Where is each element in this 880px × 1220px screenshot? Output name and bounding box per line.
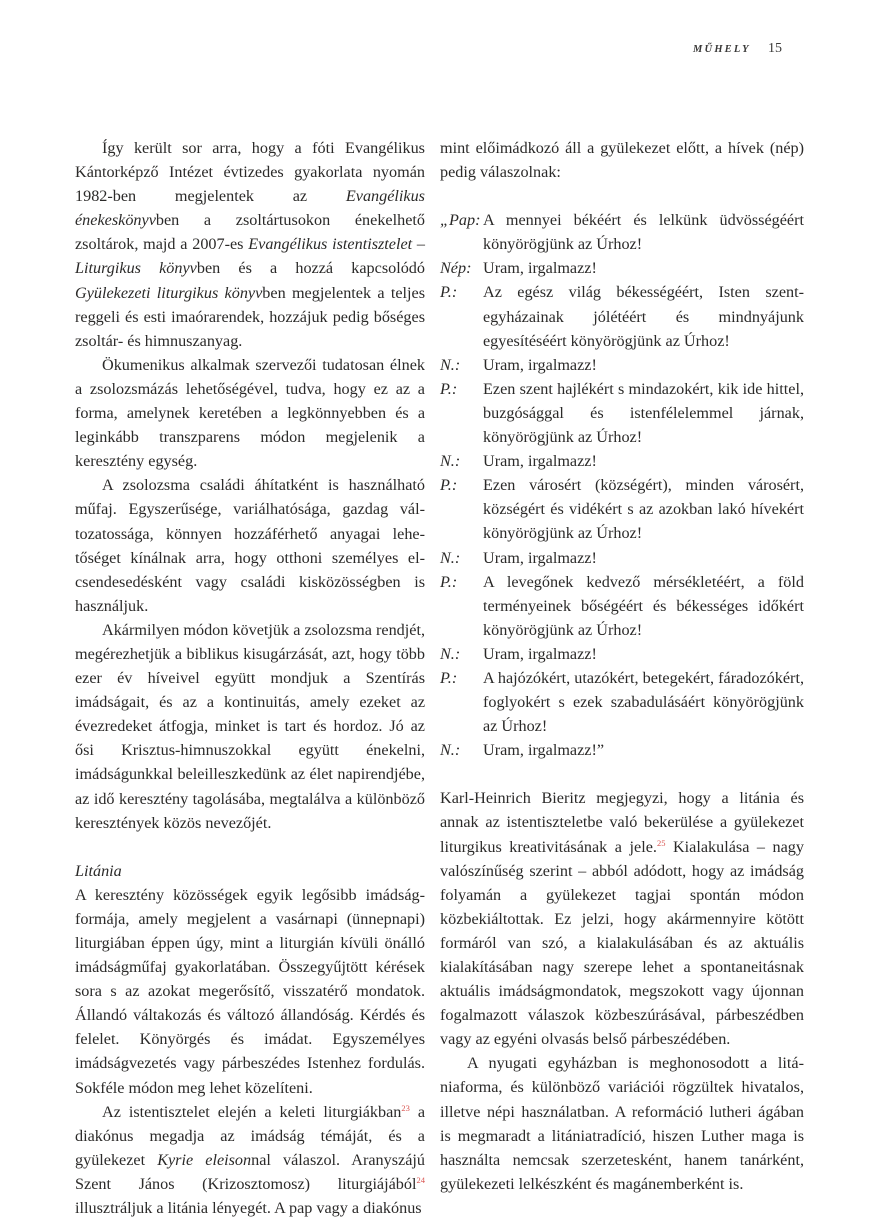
litany-text: A mennyei békéért és lelkünk üdvösségéért könyörögjünk az Úrhoz! — [483, 211, 804, 254]
speaker-label: N.: — [440, 644, 461, 663]
litany-line — [440, 666, 804, 738]
speaker-label: Nép: — [440, 259, 472, 278]
litany-line — [440, 738, 804, 762]
speaker-label: N.: — [440, 452, 461, 471]
text-run: a diakónus megadja az imádság témáját, és a gyülekezet — [75, 1102, 425, 1169]
litany-text: Ezen városért (községért), minden városért, községért és vidékért s az azokban lakó hívekért könyörögjünk az Úrhoz! — [483, 476, 804, 543]
litany-line — [440, 570, 804, 642]
footnote-marker[interactable]: 23 — [401, 1102, 410, 1113]
liturgical-term: Kyrie eleison — [157, 1150, 252, 1169]
litany-quote — [440, 208, 804, 762]
text-run: nal válaszol. Aranyszájú Szent János (Krizosztomosz) liturgiájából — [75, 1150, 425, 1193]
paragraph: mint előimádkozó áll a gyülekezet előtt, a hívek (nép) pedig válaszolnak: — [440, 139, 804, 182]
litany-line — [440, 280, 804, 352]
text-run: illusztráljuk a litánia lényegét. A pap vagy a diakónus — [75, 1199, 422, 1218]
litany-text: Ezen szent hajlékért s mindazokért, kik ide hittel, buzgósággal és istenfélelemmel járnak, könyörögjünk az Úrhoz! — [483, 379, 804, 447]
litany-line — [440, 208, 804, 256]
litany-text: Uram, irgalmazz! — [483, 259, 597, 278]
litany-line — [440, 642, 804, 666]
speaker-label: N.: — [440, 548, 461, 567]
litany-line — [440, 256, 804, 280]
footnote-marker[interactable]: 24 — [416, 1174, 425, 1185]
speaker-label: P.: — [440, 283, 458, 302]
spacer — [75, 835, 425, 859]
paragraph: Akármilyen módon követjük a zsolozsma rendjét, megérezhetjük a biblikus kisugárzását, azt, hogy több ezer év híveivel együtt mondjuk a Szentírás imádságait, és az a kontinuitás, amely ezeket az évezredeket átfogja, minket is tart és hordoz. Jó az ősi Krisztus-himnuszokkal együtt énekelni, imádságunkkal beleilleszkedünk az élet napirendjébe, az idő keresztény tagolásába, megtalálva a különböző keresztények közös nevezőjét. — [75, 620, 425, 832]
footnote-marker[interactable]: 25 — [656, 837, 666, 848]
speaker-label: P.: — [440, 476, 458, 495]
litany-text: Az egész világ békességéért, Isten szentegyházainak jólétéért és mindnyájunk egyesítéséért könyörögjünk az Úrhoz! — [483, 283, 804, 350]
speaker-label: N.: — [440, 741, 461, 760]
speaker-label: „Pap: — [440, 211, 481, 230]
right-column — [440, 136, 804, 1196]
litany-text: Uram, irgalmazz! — [483, 548, 597, 567]
litany-line — [440, 546, 804, 570]
litany-text: Uram, irgalmazz!” — [483, 741, 605, 760]
litany-text: Uram, irgalmazz! — [483, 355, 597, 374]
text-run: Így került sor arra, hogy a fóti Evangélikus Kántorképző Intézet évtizedes gyakorlata nyomán 1982-ben megjelentek az — [75, 139, 425, 206]
paragraph: A zsolozsma családi áhítatként is használható műfaj. Egyszerűsége, variálhatósága, gazdag változatossága, könnyen hozzáférhető anyagai lehetőséget kínálnak arra, hogy otthoni személyes elcsendesedésként vagy családi kisközösségben is használjuk. — [75, 476, 425, 615]
litany-line — [440, 449, 804, 473]
book-title: Evangélikus istentisztelet – Liturgikus könyv — [75, 235, 426, 278]
litany-line — [440, 473, 804, 545]
section-label: MŰHELY — [693, 44, 751, 55]
text-run: ben a zsoltártusokon énekelhető zsoltárok, majd a 2007-es — [75, 211, 425, 254]
text-run: ben és a hozzá kapcsolódó — [196, 259, 425, 278]
paragraph — [75, 1100, 425, 1220]
litany-text: A levegőnek kedvező mérsékletéért, a föld terményeinek bőségéért és békességes időkért könyörögjünk az Úrhoz! — [483, 572, 804, 639]
paragraph — [440, 786, 804, 1051]
text-run: Kialakulása – nagy valószínűség szerint – abból adódott, hogy az imádság folyamán a gyülekezet tagjai spontán módon közbekiáltottak. Ez jelzi, hogy akármennyire kötött formáról van szó, a kialakulásában és az aktuális kialakításában nagy szerepe lehet a spontaneitásnak aktuális imádságmondatok, megszokott vagy újonnan fogalmazott válaszok közbeszúrásával, párbeszédben vagy az egyéni olvasás belső párbeszédében. — [440, 837, 804, 1049]
spacer — [440, 184, 804, 208]
litany-text: A hajózókért, utazókért, betegekért, fáradozókért, foglyokért s ezek szabadulásáért könyörögjünk az Úrhoz! — [483, 668, 804, 736]
speaker-label: P.: — [440, 668, 458, 687]
litany-line — [440, 353, 804, 377]
paragraph: A keresztény közösségek egyik legősibb imádságformája, amely megjelent a vasárnapi (ünnepnapi) liturgiában éppen úgy, mint a liturgián kívüli önálló imádságműfaj gyakorlatában. Összegyűjtött kérések sora s az azokat megerősítő, visszatérő mondatok. Állandó váltakozás és változó állandóság. Kérdés és felelet. Könyörgés és imádat. Egyszemélyes imádságvezetés vagy párbeszédes Istenhez fordulás. Sokféle módon meg lehet közelíteni. — [75, 885, 425, 1097]
text-run: ben megjelentek a teljes reggeli és esti imaórarendek, hozzájuk pedig bőséges zsoltár- és himnuszanyag. — [75, 283, 426, 350]
text-run: Karl-Heinrich Bieritz megjegyzi, hogy a litánia és annak az istentiszteletbe való bekerülése a gyülekezet liturgikus kreativitásának a jele. — [440, 789, 804, 856]
speaker-label: N.: — [440, 355, 461, 374]
spacer — [440, 762, 804, 786]
left-column — [75, 136, 425, 1220]
running-header — [0, 41, 880, 64]
book-title: Evangélikus énekeskönyv — [75, 187, 425, 230]
litany-text: Uram, irgalmazz! — [483, 644, 597, 663]
page-number: 15 — [768, 41, 782, 56]
text-run: Az istentisztelet elején a keleti liturgiákban — [102, 1102, 402, 1121]
paragraph: A nyugati egyházban is meghonosodott a litániaforma, és különböző variációi rögzültek hivatalos, illetve népi használatban. A reformáció lutheri ágában is megmaradt a litániatradíció, hiszen Luther maga is használta nemcsak szerzetesként, hanem tanárként, gyülekezeti lelkészként és magánemberként is. — [440, 1054, 804, 1193]
litany-text: Uram, irgalmazz! — [483, 452, 597, 471]
litany-line — [440, 377, 804, 449]
section-subheading: Litánia — [75, 861, 122, 880]
paragraph — [75, 136, 425, 353]
speaker-label: P.: — [440, 572, 458, 591]
paragraph: Ökumenikus alkalmak szervezői tudatosan élnek a zsolozsmázás lehetőségével, tudva, hogy ez az a forma, amelynek keretében a legkönnyebben és a leginkább transzparens módon megjelenik a keresztény egység. — [75, 355, 425, 471]
speaker-label: P.: — [440, 379, 458, 398]
book-title: Gyülekezeti liturgikus könyv — [75, 283, 263, 302]
